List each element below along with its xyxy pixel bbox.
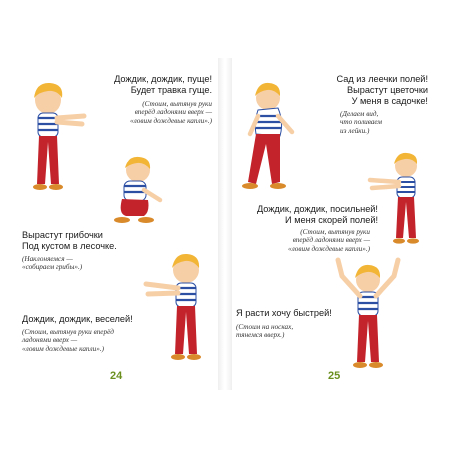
book-gutter (218, 58, 232, 390)
verse-line: Будет травка гуще. (130, 85, 212, 95)
note-line: (Стоим, вытянув руки (142, 100, 212, 108)
left-stanza3-note (22, 328, 114, 353)
note-line: что поливаем (340, 118, 383, 127)
note-line: «ловим дождевые капли».) (129, 116, 212, 125)
book-spread (18, 58, 432, 390)
note-line: вперёд ладонями вверх — (292, 236, 370, 245)
note-line: вперёд ладонями вверх — (134, 108, 212, 117)
right-stanza3-verse (236, 308, 332, 319)
verse-line: Вырастут цветочки (346, 85, 428, 95)
left-stanza3-verse (22, 314, 133, 325)
note-line: (Наклоняемся — (22, 255, 73, 263)
verse-line: У меня в садочке! (351, 96, 428, 106)
left-stanza1-verse (114, 74, 212, 96)
right-page (232, 58, 432, 390)
verse-line: Дождик, дождик, пуще! (114, 74, 212, 84)
verse-line: Дождик, дождик, веселей! (22, 314, 133, 324)
note-line: «собираем грибы».) (22, 263, 83, 272)
boy-watering-illustration (236, 78, 312, 198)
boy-arms-forward-right-illustration (360, 150, 432, 246)
note-line: «ловим дождевые капли».) (22, 344, 105, 353)
right-stanza3-note (236, 323, 293, 340)
note-line: (Стоим, вытянув руки (300, 228, 370, 236)
right-stanza2-note (288, 228, 370, 253)
boy-crouching-illustration (104, 154, 174, 234)
page-number: 24 (110, 370, 123, 382)
note-line: (Делаем вид, (340, 110, 379, 118)
verse-line: Под кустом в лесочке. (22, 241, 117, 251)
right-stanza1-verse (337, 74, 428, 107)
note-line: (Стоим на носках, (236, 323, 294, 331)
left-stanza1-note (130, 100, 212, 125)
page-number: 25 (328, 370, 341, 382)
note-line: из лейки.) (340, 126, 370, 135)
left-page (18, 58, 219, 390)
verse-line: И меня скорей полей! (285, 215, 378, 225)
note-line: (Стоим, вытянув руки вперёд (22, 328, 114, 336)
boy-standing-arms-forward-illustration (24, 76, 94, 196)
verse-line: Я расти хочу быстрей! (236, 308, 332, 318)
right-stanza2-verse (257, 204, 378, 226)
note-line: тянемся вверх.) (236, 331, 285, 340)
note-line: «ловим дождевые капли».) (287, 244, 370, 253)
boy-arms-forward-illustration (138, 248, 214, 368)
note-line: ладонями вверх — (22, 336, 78, 345)
right-stanza1-note (340, 110, 382, 135)
verse-line: Вырастут грибочки (22, 230, 103, 240)
left-stanza2-note (22, 255, 82, 272)
verse-line: Сад из леечки полей! (336, 74, 428, 84)
verse-line: Дождик, дождик, посильней! (256, 204, 378, 214)
left-stanza2-verse (22, 230, 117, 252)
boy-arms-raised-illustration (330, 254, 406, 372)
